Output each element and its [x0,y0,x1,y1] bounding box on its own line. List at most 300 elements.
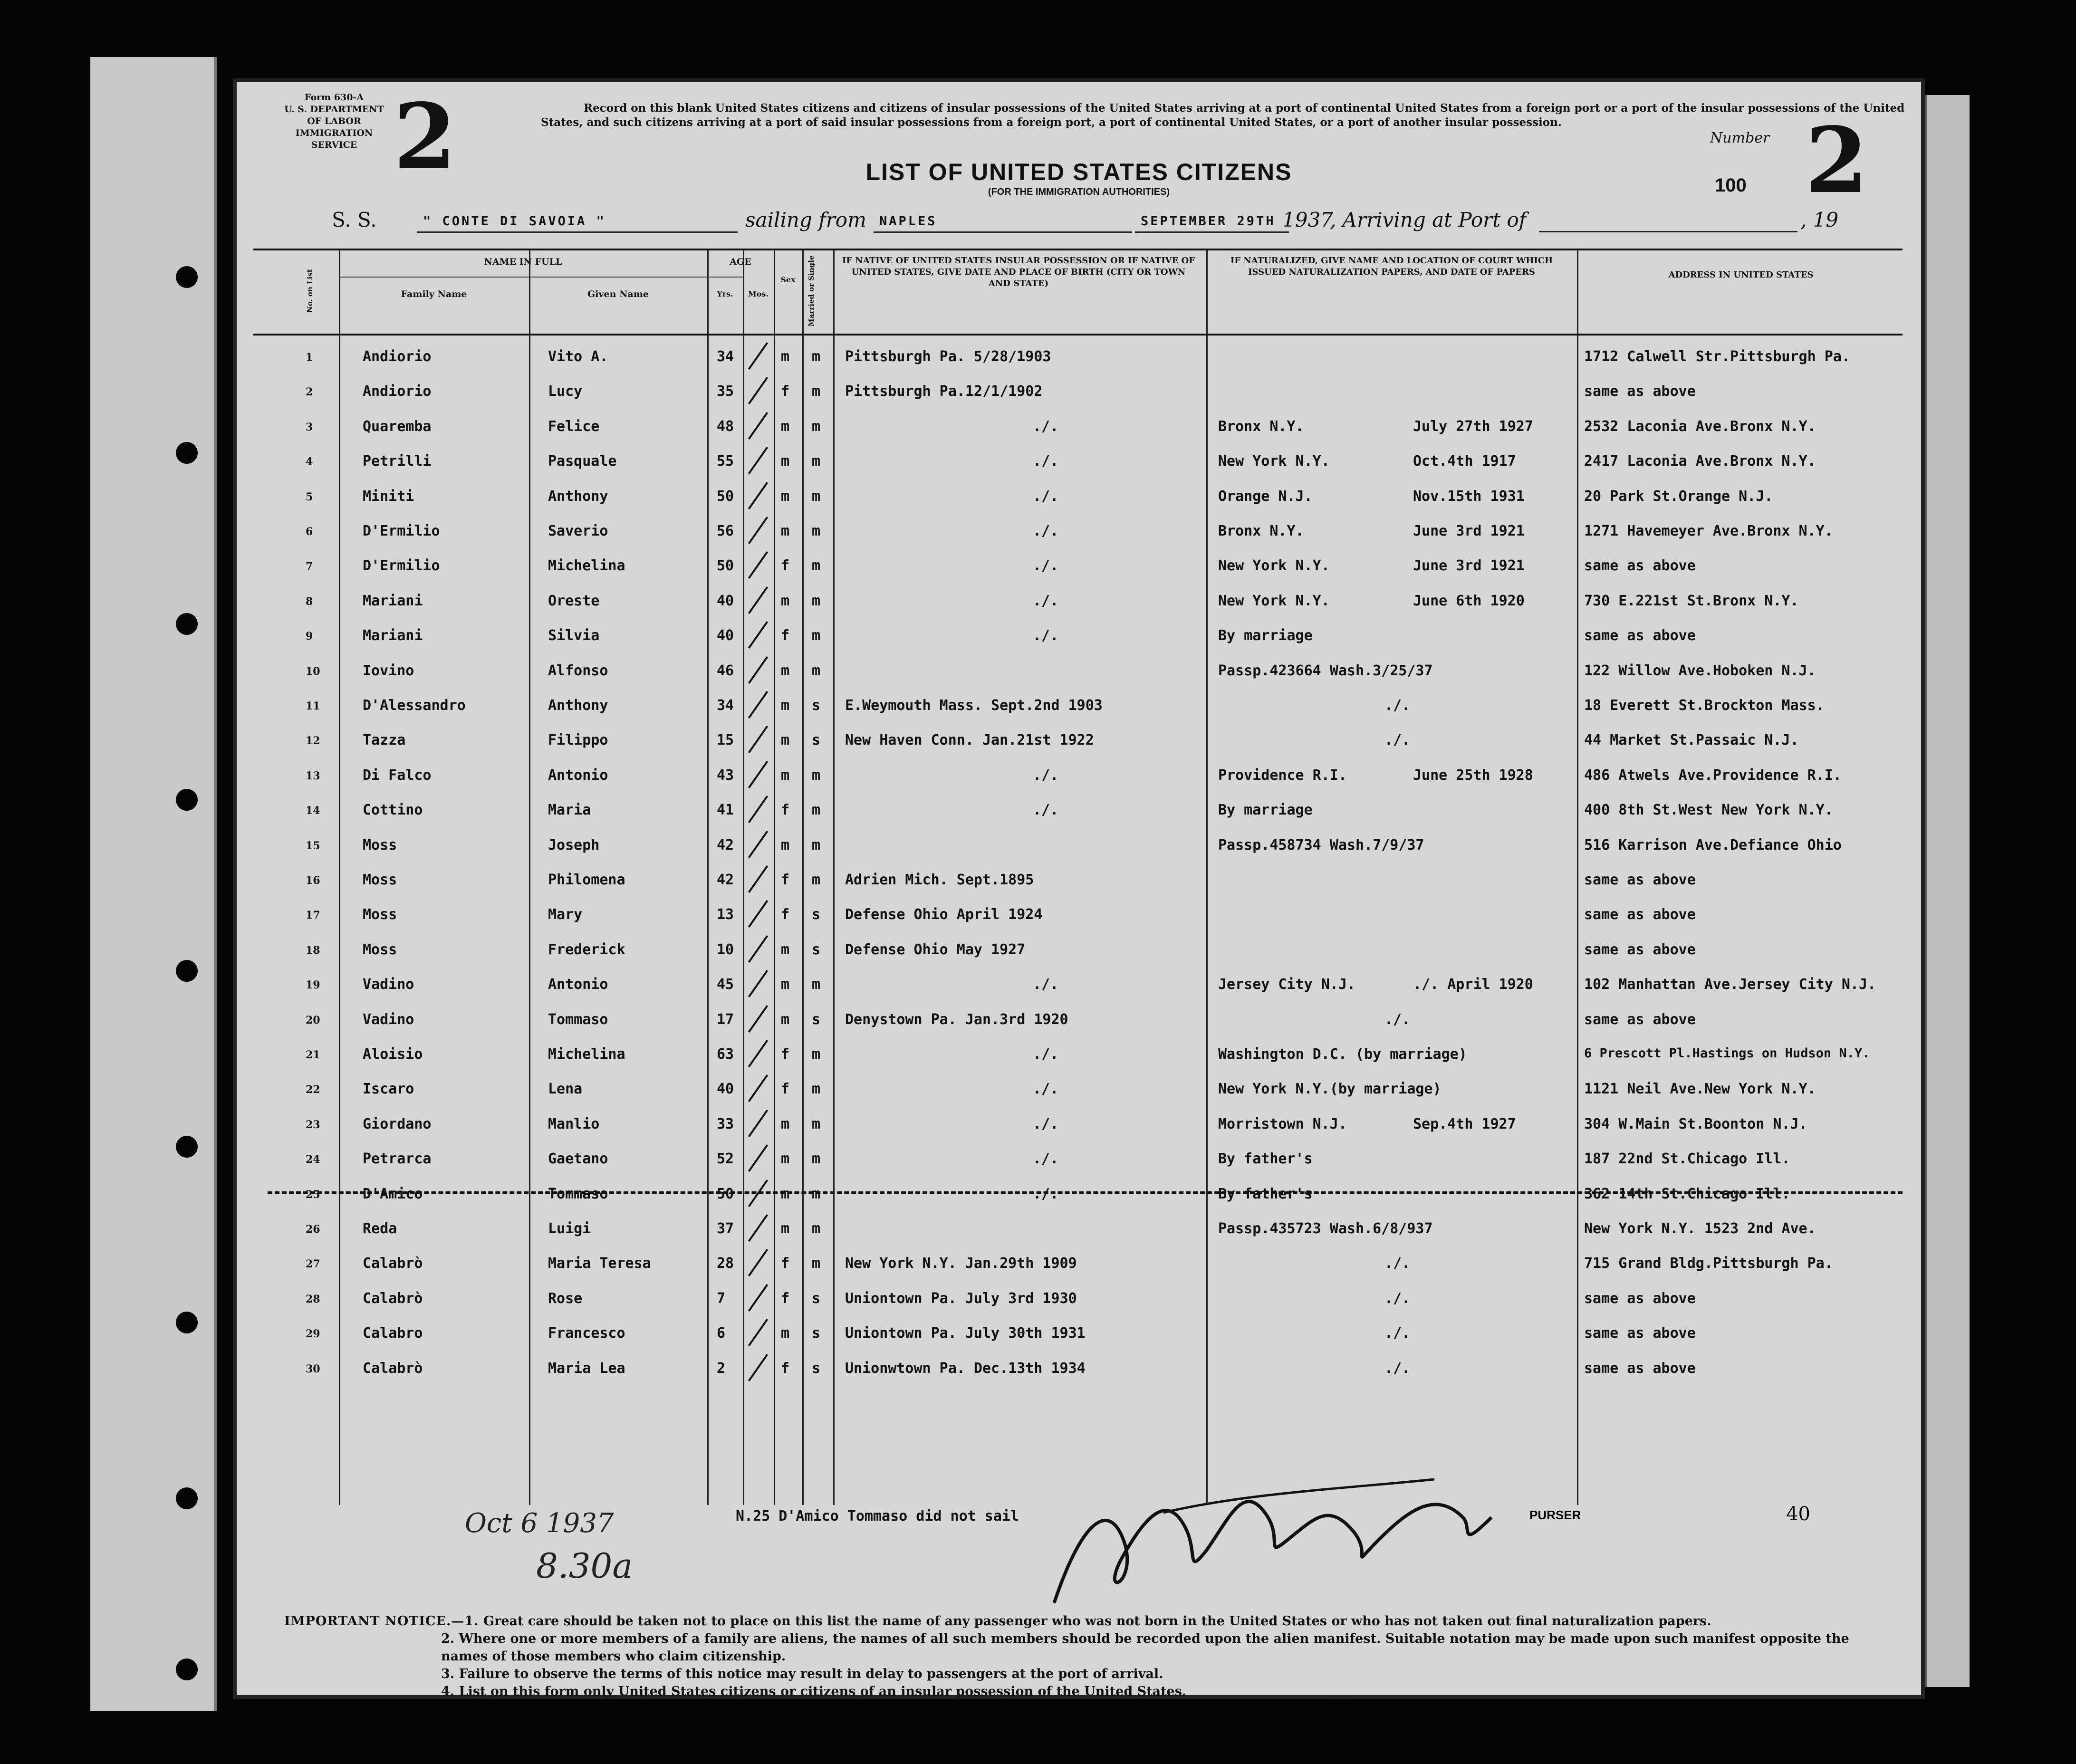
table-row [253,1034,1903,1068]
sex: m [781,732,790,749]
age-months-dash-mark [748,377,768,404]
marital-status: s [812,697,821,714]
age-months-dash-mark [748,935,768,963]
row-number: 8 [306,595,313,608]
birth-place-date: ./. [1033,418,1059,435]
naturalization-court: Bronx N.Y. [1218,418,1304,435]
row-number: 6 [306,526,313,538]
family-name: Andiorio [363,383,432,400]
given-name: Silvia [548,627,600,644]
row-number: 10 [306,665,320,678]
marital-status: m [812,767,821,784]
age-years: 50 [717,488,734,505]
row-number: 28 [306,1293,320,1305]
us-address: 516 Karrison Ave.Defiance Ohio [1584,836,1842,853]
birth-place-date: New York N.Y. Jan.29th 1909 [845,1255,1077,1272]
naturalization-court: Passp.423664 Wash.3/25/37 [1218,662,1433,679]
naturalization-court: Bronx N.Y. [1218,523,1304,539]
given-name: Felice [548,418,600,435]
age-months-dash-mark [748,1040,768,1067]
marital-status: m [812,836,821,853]
year-suffix: , 19 [1800,208,1839,231]
row-number: 23 [306,1118,320,1131]
family-name: Mariani [363,627,423,644]
birth-place-date: Denystown Pa. Jan.3rd 1920 [845,1011,1068,1028]
family-name: Miniti [363,488,414,505]
age-months-dash-mark [748,1144,768,1172]
us-address: 715 Grand Bldg.Pittsburgh Pa. [1584,1255,1833,1272]
us-address: 2417 Laconia Ave.Bronx N.Y. [1584,453,1816,470]
age-years: 10 [717,941,734,958]
marital-status: m [812,1081,821,1098]
voyage-line [332,208,1895,237]
table-row [253,1068,1903,1103]
binder-hole [176,613,198,635]
marital-status: m [812,802,821,819]
family-name: Moss [363,872,397,888]
table-row [253,336,1903,371]
row-number: 3 [306,421,313,433]
birth-place-date: Pittsburgh Pa. 5/28/1903 [845,348,1051,365]
us-address: 44 Market St.Passaic N.J. [1584,732,1799,749]
age-years: 52 [717,1150,734,1168]
notice-lead: IMPORTANT NOTICE.—1. [284,1614,479,1629]
family-name: Vadino [363,1011,414,1028]
col-given-name: Given Name [587,289,649,299]
age-years: 34 [717,697,734,714]
age-years: 42 [717,836,734,853]
sex: f [781,1360,790,1377]
us-address: New York N.Y. 1523 2nd Ave. [1584,1220,1816,1237]
us-address: same as above [1584,872,1696,888]
table-row [253,1138,1903,1173]
age-years: 40 [717,1081,734,1098]
us-address: 6 Prescott Pl.Hastings on Hudson N.Y. [1584,1046,1870,1061]
table-row [253,789,1903,824]
family-name: D'Ermilio [363,523,440,539]
col-age-mos: Mos. [748,289,769,298]
us-address: same as above [1584,383,1696,400]
given-name: Tommaso [548,1011,608,1028]
record-instructions: Record on this blank United States citizens and citizens of insular possessions of the United States arriving at a port of continental United States from a foreign port or a port of the insular possessions of the United States, and such citizens arriving at a port of said insular possessions from a foreign port, a port of continental United States, or a port of another insular possession. [541,102,1905,129]
age-years: 50 [717,557,734,575]
naturalization-court: ./. [1384,1255,1411,1272]
naturalization-court: By marriage [1218,802,1313,819]
age-months-dash-mark [748,761,768,788]
given-name: Maria Lea [548,1360,625,1377]
age-months-dash-mark [748,726,768,753]
row-number: 12 [306,735,320,748]
family-name: Petrilli [363,453,432,470]
binder-hole [176,442,198,464]
notice-item-3: 3. Failure to observe the terms of this notice may result in delay to passengers at the port of arrival. [441,1667,1163,1681]
adjacent-page-edge [1925,95,1970,1687]
marital-status: m [812,453,821,470]
marital-status: m [812,1046,821,1063]
row-number: 27 [306,1258,320,1271]
age-months-dash-mark [748,970,768,997]
us-address: same as above [1584,1325,1696,1342]
age-years: 55 [717,453,734,470]
family-name: Quaremba [363,418,432,435]
us-address: same as above [1584,906,1696,923]
age-months-dash-mark [748,1110,768,1137]
naturalization-court: Passp.458734 Wash.7/9/37 [1218,836,1424,853]
birth-place-date: Uniontown Pa. July 30th 1931 [845,1325,1086,1342]
family-name: Giordano [363,1115,432,1132]
table-row [253,719,1903,754]
date-stamp: Oct 6 1937 [465,1508,614,1539]
age-months-dash-mark [748,656,768,684]
form-identifier: Form 630-A U. S. DEPARTMENT OF LABOR IMMIGRATION SERVICE [284,92,384,150]
col-birth-place: IF NATIVE OF UNITED STATES INSULAR POSSESSION OR IF NATIVE OF UNITED STATES, GIVE DATE AND PLACE OF BIRTH (CITY OR TOWN AND STATE) [842,256,1195,288]
row-number: 19 [306,979,320,992]
birth-place-date: ./. [1033,1185,1059,1202]
sex: f [781,627,790,644]
given-name: Anthony [548,488,608,505]
header-rule [253,334,1903,336]
family-name: D'Alessandro [363,697,466,714]
us-address: 400 8th St.West New York N.Y. [1584,802,1833,819]
naturalization-date: July 27th 1927 [1413,418,1533,435]
naturalization-court: Washington D.C. (by marriage) [1218,1046,1467,1063]
age-years: 42 [717,872,734,888]
table-row [253,1103,1903,1138]
birth-place-date: Uniontown Pa. July 3rd 1930 [845,1290,1077,1307]
us-address: same as above [1584,1011,1696,1028]
age-years: 2 [717,1360,726,1377]
birth-place-date: ./. [1033,453,1059,470]
sex: m [781,1220,790,1237]
family-name: Andiorio [363,348,432,365]
binder-strip [90,57,217,1711]
birth-place-date: Pittsburgh Pa.12/1/1902 [845,383,1043,400]
given-name: Mary [548,906,583,923]
sex: m [781,941,790,958]
age-years: 28 [717,1255,734,1272]
sex: f [781,557,790,575]
family-name: Mariani [363,592,423,609]
us-address: same as above [1584,557,1696,575]
given-name: Philomena [548,872,625,888]
us-address: 20 Park St.Orange N.J. [1584,488,1773,505]
us-address: 362 14th St.Chicago Ill. [1584,1185,1790,1202]
row-number: 4 [306,456,313,469]
table-row [253,859,1903,894]
table-row [253,615,1903,650]
row-number: 15 [306,839,320,852]
sex: m [781,348,790,365]
row-number: 18 [306,944,320,957]
row-number: 17 [306,909,320,922]
sex: m [781,1185,790,1202]
table-row [253,510,1903,545]
table-row [253,1208,1903,1243]
birth-place-date: ./. [1033,1046,1059,1063]
marital-status: m [812,627,821,644]
age-years: 63 [717,1046,734,1063]
us-address: 122 Willow Ave.Hoboken N.J. [1584,662,1816,679]
sex: f [781,802,790,819]
col-name-in-full: NAME IN FULL [484,257,562,267]
given-name: Antonio [548,767,608,784]
binder-hole [176,1312,198,1333]
age-years: 13 [717,906,734,923]
birth-place-date: Defense Ohio May 1927 [845,941,1026,958]
family-name: Tazza [363,732,406,749]
age-months-dash-mark [748,621,768,649]
birth-place-date: ./. [1033,767,1059,784]
marital-status: s [812,1290,821,1307]
naturalization-court: ./. [1384,1011,1411,1028]
naturalization-court: ./. [1384,697,1411,714]
marital-status: s [812,1360,821,1377]
age-years: 34 [717,348,734,365]
table-row [253,476,1903,510]
row-number: 11 [306,700,320,712]
age-years: 40 [717,592,734,609]
marital-status: m [812,1115,821,1132]
age-years: 15 [717,732,734,749]
birth-place-date: ./. [1033,1115,1059,1132]
row-number: 26 [306,1223,320,1236]
col-sex: Sex [780,275,796,284]
arriving-label: , Arriving at Port of [1330,208,1527,231]
given-name: Rose [548,1290,583,1307]
sex: m [781,767,790,784]
age-months-dash-mark [748,482,768,509]
binder-hole [176,789,198,811]
notice-item-2: 2. Where one or more members of a family are aliens, the names of all such members should be recorded upon the alien manifest. Suitable notation may be made upon such manifest opposite the names of those members who claim citizenship. [441,1631,1849,1664]
us-address: same as above [1584,1290,1696,1307]
naturalization-court: New York N.Y. [1218,592,1330,609]
row-number: 9 [306,630,313,643]
age-years: 35 [717,383,734,400]
marital-status: m [812,523,821,539]
naturalization-court: ./. [1384,1360,1411,1377]
given-name: Frederick [548,941,625,958]
notice-item-1: Great care should be taken not to place on this list the name of any passenger who was not born in the United States or who has not taken out final naturalization papers. [483,1614,1711,1629]
marital-status: m [812,662,821,679]
naturalization-court: New York N.Y.(by marriage) [1218,1081,1442,1098]
naturalization-court: ./. [1384,1290,1411,1307]
row-number: 20 [306,1014,320,1026]
table-row [253,650,1903,685]
given-name: Vito A. [548,348,608,365]
col-family-name: Family Name [401,289,467,299]
sex: m [781,1325,790,1342]
sex: m [781,697,790,714]
binder-hole [176,266,198,288]
marital-status: s [812,941,821,958]
row-number: 13 [306,769,320,782]
sex: f [781,383,790,400]
age-months-dash-mark [748,865,768,893]
table-row [253,545,1903,580]
number-label: Number [1710,130,1770,146]
family-name: Moss [363,941,397,958]
family-name: Moss [363,836,397,853]
family-name: Di Falco [363,767,432,784]
birth-place-date: Unionwtown Pa. Dec.13th 1934 [845,1360,1086,1377]
marital-status: m [812,557,821,575]
marital-status: m [812,976,821,993]
age-months-dash-mark [748,1354,768,1381]
table-row [253,1243,1903,1277]
ss-label: S. S. [332,208,377,231]
sailing-date: SEPTEMBER 29TH [1135,214,1289,233]
page-count: 40 [1786,1503,1810,1525]
given-name: Maria [548,802,591,819]
birth-place-date: ./. [1033,627,1059,644]
table-row [253,441,1903,475]
row-number: 5 [306,490,313,503]
table-row [253,685,1903,719]
table-row [253,1348,1903,1382]
family-name: Aloisio [363,1046,423,1063]
ship-name: " CONTE DI SAVOIA " [417,214,738,233]
list-title: LIST OF UNITED STATES CITIZENS [865,159,1292,185]
naturalization-court: ./. [1384,1325,1411,1342]
age-months-dash-mark [748,1319,768,1346]
table-row [253,964,1903,998]
table-row [253,929,1903,964]
family-name: Petrarca [363,1150,432,1168]
naturalization-date: June 6th 1920 [1413,592,1525,609]
col-age-yrs: Yrs. [717,289,733,298]
birth-place-date: ./. [1033,1150,1059,1168]
row-number: 14 [306,805,320,817]
us-address: 1121 Neil Ave.New York N.Y. [1584,1081,1816,1098]
given-name: Saverio [548,523,608,539]
age-months-dash-mark [748,342,768,370]
age-months-dash-mark [748,1074,768,1102]
us-address: 1271 Havemeyer Ave.Bronx N.Y. [1584,523,1833,539]
given-name: Manlio [548,1115,600,1132]
naturalization-date: Nov.15th 1931 [1413,488,1525,505]
age-months-dash-mark [748,1005,768,1033]
sex: m [781,592,790,609]
sheet-number-right: 2 [1805,107,1868,213]
us-address: 486 Atwels Ave.Providence R.I. [1584,767,1842,784]
age-months-dash-mark [748,1284,768,1312]
age-months-dash-mark [748,796,768,823]
table-row [253,1313,1903,1347]
age-months-dash-mark [748,517,768,544]
naturalization-court: Jersey City N.J. [1218,976,1355,993]
binder-hole [176,960,198,982]
header-rule [339,277,743,278]
marital-status: s [812,906,821,923]
given-name: Tommaso [548,1185,608,1202]
us-address: 187 22nd St.Chicago Ill. [1584,1150,1790,1168]
did-not-sail-note: N.25 D'Amico Tommaso did not sail [736,1508,1019,1524]
age-years: 45 [717,976,734,993]
us-address: 102 Manhattan Ave.Jersey City N.J. [1584,976,1876,993]
sex: f [781,906,790,923]
row-number: 1 [306,351,313,364]
row-number: 24 [306,1153,320,1166]
marital-status: m [812,1220,821,1237]
age-years: 33 [717,1115,734,1132]
row-number: 21 [306,1049,320,1061]
given-name: Lucy [548,383,583,400]
table-row [253,755,1903,789]
naturalization-date: June 25th 1928 [1413,767,1533,784]
sex: m [781,1011,790,1028]
sailing-label: sailing from [745,208,866,231]
table-row [253,1173,1903,1208]
naturalization-court: ./. [1384,732,1411,749]
line-reference: 100 [1715,175,1747,196]
marital-status: m [812,383,821,400]
purser-signature [1045,1460,1520,1622]
given-name: Anthony [548,697,608,714]
naturalization-court: New York N.Y. [1218,453,1330,470]
naturalization-court: Orange N.J. [1218,488,1313,505]
table-row [253,580,1903,615]
given-name: Joseph [548,836,600,853]
naturalization-date: Sep.4th 1927 [1413,1115,1516,1132]
marital-status: s [812,1325,821,1342]
birth-place-date: ./. [1033,976,1059,993]
naturalization-court: Passp.435723 Wash.6/8/937 [1218,1220,1433,1237]
family-name: Iovino [363,662,414,679]
sex: m [781,976,790,993]
row-number: 25 [306,1188,320,1201]
col-naturalization: IF NATURALIZED, GIVE NAME AND LOCATION OF COURT WHICH ISSUED NATURALIZATION PAPERS, AND DATE OF PAPERS [1230,256,1553,277]
col-married-single: Married or Single [807,255,816,326]
table-row [253,371,1903,405]
given-name: Filippo [548,732,608,749]
age-years: 56 [717,523,734,539]
form-code: 14—314 [1330,1698,1362,1707]
given-name: Gaetano [548,1150,608,1168]
sex: f [781,872,790,888]
naturalization-court: By father's [1218,1185,1313,1202]
naturalization-court: Morristown N.J. [1218,1115,1347,1132]
us-address: 730 E.221st St.Bronx N.Y. [1584,592,1799,609]
sex: f [781,1046,790,1063]
age-years: 40 [717,627,734,644]
table-row [253,999,1903,1034]
arrival-port [1539,214,1797,232]
age-years: 46 [717,662,734,679]
family-name: Calabrò [363,1360,423,1377]
table-row [253,406,1903,441]
family-name: Cottino [363,802,423,819]
naturalization-date: Oct.4th 1917 [1413,453,1516,470]
birth-place-date: ./. [1033,802,1059,819]
marital-status: m [812,418,821,435]
age-months-dash-mark [748,900,768,928]
age-months-dash-mark [748,412,768,440]
marital-status: m [812,348,821,365]
given-name: Oreste [548,592,600,609]
col-no-on-list: No. on List [306,269,314,313]
family-name: Calabrò [363,1290,423,1307]
age-months-dash-mark [748,831,768,858]
given-name: Francesco [548,1325,625,1342]
binder-hole [176,1487,198,1509]
marital-status: m [812,488,821,505]
age-years: 48 [717,418,734,435]
marital-status: m [812,872,821,888]
marital-status: m [812,592,821,609]
given-name: Maria Teresa [548,1255,651,1272]
naturalization-court: Providence R.I. [1218,767,1347,784]
us-address: 304 W.Main St.Boonton N.J. [1584,1115,1807,1132]
